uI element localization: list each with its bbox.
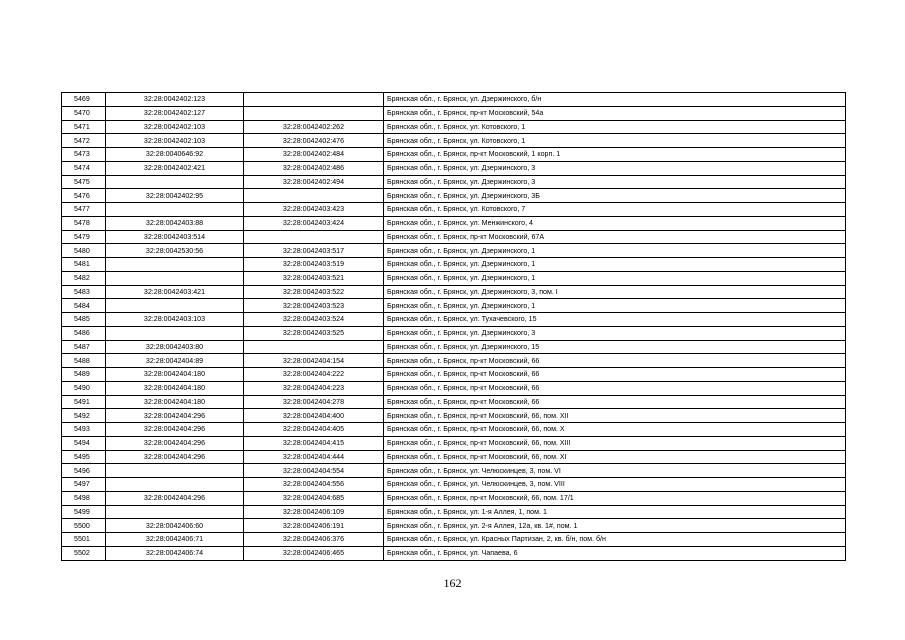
table-row (62, 491, 846, 505)
table-row (62, 409, 846, 423)
table-row (62, 354, 846, 368)
cadastral-number-cell (106, 203, 244, 217)
table-row (62, 436, 846, 450)
object-cadastral-number-cell: 32:28:0042403:424 (244, 216, 384, 230)
table-row (62, 505, 846, 519)
address-cell: Брянская обл., г. Брянск, пр-кт Московский, 66, пом. XIII (384, 436, 846, 450)
object-cadastral-number-cell: 32:28:0042402:484 (244, 148, 384, 162)
object-cadastral-number-cell: 32:28:0042404:554 (244, 464, 384, 478)
row-number-cell: 5501 (62, 533, 106, 547)
address-cell: Брянская обл., г. Брянск, ул. Челюскинцев, 3, пом. VIII (384, 478, 846, 492)
row-number-cell: 5476 (62, 189, 106, 203)
object-cadastral-number-cell: 32:28:0042403:521 (244, 271, 384, 285)
object-cadastral-number-cell: 32:28:0042406:109 (244, 505, 384, 519)
row-number-cell: 5494 (62, 436, 106, 450)
object-cadastral-number-cell: 32:28:0042403:519 (244, 258, 384, 272)
cadastral-number-cell (106, 271, 244, 285)
object-cadastral-number-cell: 32:28:0042402:476 (244, 134, 384, 148)
object-cadastral-number-cell: 32:28:0042406:465 (244, 546, 384, 560)
cadastral-number-cell: 32:28:0042403:421 (106, 285, 244, 299)
address-cell: Брянская обл., г. Брянск, ул. Дзержинского, б/н (384, 93, 846, 107)
table-row (62, 106, 846, 120)
cadastral-number-cell: 32:28:0042404:180 (106, 381, 244, 395)
cadastral-number-cell: 32:28:0042402:103 (106, 134, 244, 148)
address-cell: Брянская обл., г. Брянск, пр-кт Московский, 67А (384, 230, 846, 244)
row-number-cell: 5489 (62, 368, 106, 382)
address-cell: Брянская обл., г. Брянск, ул. Дзержинского, 3 (384, 161, 846, 175)
table-row (62, 148, 846, 162)
table-row (62, 175, 846, 189)
cadastral-number-cell: 32:28:0042404:296 (106, 409, 244, 423)
cadastral-number-cell: 32:28:0042404:296 (106, 423, 244, 437)
table-row (62, 258, 846, 272)
object-cadastral-number-cell (244, 106, 384, 120)
address-cell: Брянская обл., г. Брянск, ул. Дзержинского, 1 (384, 244, 846, 258)
address-cell: Брянская обл., г. Брянск, ул. Дзержинского, 1 (384, 258, 846, 272)
cadastral-number-cell: 32:28:0042402:127 (106, 106, 244, 120)
table-row (62, 313, 846, 327)
table-row (62, 368, 846, 382)
cadastral-number-cell: 32:28:0040646:92 (106, 148, 244, 162)
page-number: 162 (443, 576, 462, 590)
object-cadastral-number-cell: 32:28:0042402:494 (244, 175, 384, 189)
cadastral-number-cell: 32:28:0042404:89 (106, 354, 244, 368)
object-cadastral-number-cell (244, 230, 384, 244)
row-number-cell: 5491 (62, 395, 106, 409)
row-number-cell: 5486 (62, 326, 106, 340)
cadastral-number-cell: 32:28:0042403:88 (106, 216, 244, 230)
row-number-cell: 5482 (62, 271, 106, 285)
table-row (62, 216, 846, 230)
cadastral-number-cell (106, 464, 244, 478)
address-cell: Брянская обл., г. Брянск, ул. Дзержинского, 15 (384, 340, 846, 354)
address-cell: Брянская обл., г. Брянск, ул. Дзержинского, 3, пом. I (384, 285, 846, 299)
address-cell: Брянская обл., г. Брянск, ул. Менжинского, 4 (384, 216, 846, 230)
row-number-cell: 5472 (62, 134, 106, 148)
object-cadastral-number-cell (244, 189, 384, 203)
row-number-cell: 5485 (62, 313, 106, 327)
cadastral-number-cell: 32:28:0042402:95 (106, 189, 244, 203)
table-row (62, 340, 846, 354)
row-number-cell: 5475 (62, 175, 106, 189)
object-cadastral-number-cell: 32:28:0042404:223 (244, 381, 384, 395)
table-row (62, 326, 846, 340)
address-cell: Брянская обл., г. Брянск, ул. Челюскинцев, 3, пом. VI (384, 464, 846, 478)
row-number-cell: 5493 (62, 423, 106, 437)
table-row (62, 189, 846, 203)
object-cadastral-number-cell: 32:28:0042404:278 (244, 395, 384, 409)
object-cadastral-number-cell: 32:28:0042402:262 (244, 120, 384, 134)
table-row (62, 161, 846, 175)
address-cell: Брянская обл., г. Брянск, ул. Котовского, 1 (384, 134, 846, 148)
cadastral-number-cell: 32:28:0042402:421 (106, 161, 244, 175)
address-cell: Брянская обл., г. Брянск, ул. Дзержинского, 1 (384, 271, 846, 285)
object-cadastral-number-cell: 32:28:0042404:154 (244, 354, 384, 368)
cadastral-number-cell (106, 258, 244, 272)
row-number-cell: 5497 (62, 478, 106, 492)
cadastral-number-cell: 32:28:0042403:514 (106, 230, 244, 244)
table-row (62, 519, 846, 533)
address-cell: Брянская обл., г. Брянск, пр-кт Московский, 66 (384, 354, 846, 368)
cadastral-number-cell (106, 505, 244, 519)
table-row (62, 244, 846, 258)
table-body (62, 93, 846, 561)
address-cell: Брянская обл., г. Брянск, ул. Дзержинского, 1 (384, 299, 846, 313)
address-cell: Брянская обл., г. Брянск, ул. 2-я Аллея, 12а, кв. 1#, пом. 1 (384, 519, 846, 533)
object-cadastral-number-cell: 32:28:0042403:522 (244, 285, 384, 299)
row-number-cell: 5479 (62, 230, 106, 244)
table-row (62, 271, 846, 285)
row-number-cell: 5484 (62, 299, 106, 313)
row-number-cell: 5483 (62, 285, 106, 299)
object-cadastral-number-cell: 32:28:0042404:444 (244, 450, 384, 464)
table-row (62, 120, 846, 134)
row-number-cell: 5471 (62, 120, 106, 134)
cadastral-number-cell: 32:28:0042402:103 (106, 120, 244, 134)
object-cadastral-number-cell: 32:28:0042404:222 (244, 368, 384, 382)
address-cell: Брянская обл., г. Брянск, ул. Тухачевского, 15 (384, 313, 846, 327)
cadastral-number-cell (106, 175, 244, 189)
table-row (62, 546, 846, 560)
row-number-cell: 5498 (62, 491, 106, 505)
object-cadastral-number-cell: 32:28:0042403:525 (244, 326, 384, 340)
cadastral-number-cell: 32:28:0042404:180 (106, 368, 244, 382)
row-number-cell: 5473 (62, 148, 106, 162)
address-cell: Брянская обл., г. Брянск, пр-кт Московский, 66 (384, 368, 846, 382)
row-number-cell: 5487 (62, 340, 106, 354)
address-cell: Брянская обл., г. Брянск, ул. Дзержинского, 3Б (384, 189, 846, 203)
address-cell: Брянская обл., г. Брянск, пр-кт Московский, 1 корп. 1 (384, 148, 846, 162)
row-number-cell: 5492 (62, 409, 106, 423)
object-cadastral-number-cell: 32:28:0042403:524 (244, 313, 384, 327)
table-row (62, 203, 846, 217)
address-cell: Брянская обл., г. Брянск, ул. 1-я Аллея, 1, пом. 1 (384, 505, 846, 519)
table-row (62, 533, 846, 547)
row-number-cell: 5499 (62, 505, 106, 519)
object-cadastral-number-cell: 32:28:0042404:685 (244, 491, 384, 505)
address-cell: Брянская обл., г. Брянск, ул. Дзержинского, 3 (384, 326, 846, 340)
cadastral-number-cell: 32:28:0042404:296 (106, 436, 244, 450)
cadastral-number-cell: 32:28:0042403:103 (106, 313, 244, 327)
object-cadastral-number-cell: 32:28:0042406:191 (244, 519, 384, 533)
row-number-cell: 5478 (62, 216, 106, 230)
address-cell: Брянская обл., г. Брянск, пр-кт Московский, 54а (384, 106, 846, 120)
cadastral-number-cell: 32:28:0042404:296 (106, 491, 244, 505)
cadastral-number-cell: 32:28:0042530:56 (106, 244, 244, 258)
cadastral-number-cell (106, 478, 244, 492)
row-number-cell: 5469 (62, 93, 106, 107)
address-cell: Брянская обл., г. Брянск, пр-кт Московский, 66, пом. XII (384, 409, 846, 423)
object-cadastral-number-cell: 32:28:0042404:415 (244, 436, 384, 450)
row-number-cell: 5474 (62, 161, 106, 175)
cadastral-number-cell: 32:28:0042406:60 (106, 519, 244, 533)
object-cadastral-number-cell (244, 93, 384, 107)
object-cadastral-number-cell: 32:28:0042404:556 (244, 478, 384, 492)
row-number-cell: 5502 (62, 546, 106, 560)
address-cell: Брянская обл., г. Брянск, ул. Чапаева, 6 (384, 546, 846, 560)
cadastral-number-cell: 32:28:0042402:123 (106, 93, 244, 107)
address-cell: Брянская обл., г. Брянск, пр-кт Московский, 66, пом. X (384, 423, 846, 437)
cadastral-number-cell: 32:28:0042404:180 (106, 395, 244, 409)
table-row (62, 464, 846, 478)
row-number-cell: 5481 (62, 258, 106, 272)
cadastral-register-table (61, 92, 846, 561)
cadastral-number-cell (106, 299, 244, 313)
table-row (62, 230, 846, 244)
cadastral-number-cell: 32:28:0042404:296 (106, 450, 244, 464)
table-row (62, 423, 846, 437)
object-cadastral-number-cell: 32:28:0042404:400 (244, 409, 384, 423)
table-row (62, 395, 846, 409)
object-cadastral-number-cell: 32:28:0042404:405 (244, 423, 384, 437)
object-cadastral-number-cell: 32:28:0042406:376 (244, 533, 384, 547)
address-cell: Брянская обл., г. Брянск, пр-кт Московский, 66, пом. XI (384, 450, 846, 464)
object-cadastral-number-cell: 32:28:0042403:423 (244, 203, 384, 217)
cadastral-number-cell: 32:28:0042403:80 (106, 340, 244, 354)
row-number-cell: 5488 (62, 354, 106, 368)
row-number-cell: 5495 (62, 450, 106, 464)
table-row (62, 299, 846, 313)
table-row (62, 381, 846, 395)
address-cell: Брянская обл., г. Брянск, ул. Дзержинского, 3 (384, 175, 846, 189)
address-cell: Брянская обл., г. Брянск, пр-кт Московский, 66, пом. 17/1 (384, 491, 846, 505)
address-cell: Брянская обл., г. Брянск, ул. Красных Партизан, 2, кв. б/н, пом. б/н (384, 533, 846, 547)
address-cell: Брянская обл., г. Брянск, ул. Котовского, 1 (384, 120, 846, 134)
row-number-cell: 5477 (62, 203, 106, 217)
cadastral-number-cell (106, 326, 244, 340)
cadastral-number-cell: 32:28:0042406:71 (106, 533, 244, 547)
table-row (62, 450, 846, 464)
table-row (62, 478, 846, 492)
object-cadastral-number-cell: 32:28:0042403:523 (244, 299, 384, 313)
table-row (62, 93, 846, 107)
cadastral-number-cell: 32:28:0042406:74 (106, 546, 244, 560)
object-cadastral-number-cell: 32:28:0042402:486 (244, 161, 384, 175)
row-number-cell: 5496 (62, 464, 106, 478)
address-cell: Брянская обл., г. Брянск, ул. Котовского, 7 (384, 203, 846, 217)
object-cadastral-number-cell: 32:28:0042403:517 (244, 244, 384, 258)
table-row (62, 134, 846, 148)
address-cell: Брянская обл., г. Брянск, пр-кт Московский, 66 (384, 381, 846, 395)
object-cadastral-number-cell (244, 340, 384, 354)
row-number-cell: 5480 (62, 244, 106, 258)
address-cell: Брянская обл., г. Брянск, пр-кт Московский, 66 (384, 395, 846, 409)
table-row (62, 285, 846, 299)
row-number-cell: 5490 (62, 381, 106, 395)
row-number-cell: 5500 (62, 519, 106, 533)
row-number-cell: 5470 (62, 106, 106, 120)
